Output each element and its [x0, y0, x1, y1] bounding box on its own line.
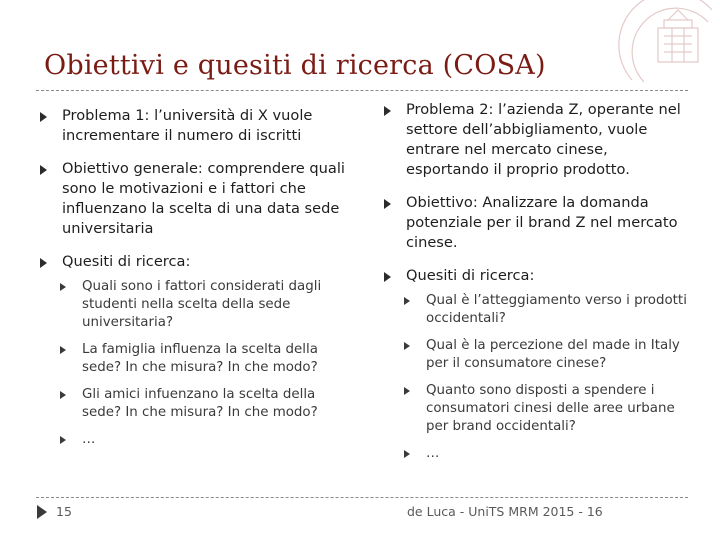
- list-item-text: …: [82, 432, 96, 447]
- left-questions-list: [40, 278, 350, 449]
- bullet-arrow-icon: [384, 272, 391, 282]
- list-item: [384, 382, 694, 436]
- list-item: [40, 278, 350, 332]
- sub-bullet-arrow-icon: [404, 450, 410, 458]
- right-objective-bullet: [384, 193, 694, 253]
- list-item: [384, 445, 694, 463]
- list-item-text: Qual è l’atteggiamento verso i prodotti occidentali?: [426, 293, 687, 326]
- left-questions-bullet: [40, 252, 350, 449]
- list-item: [40, 341, 350, 377]
- sub-bullet-arrow-icon: [404, 342, 410, 350]
- right-questions-list: [384, 292, 694, 463]
- bullet-arrow-icon: [40, 112, 47, 122]
- left-column: [40, 106, 350, 462]
- sub-bullet-arrow-icon: [60, 436, 66, 444]
- right-problem-bullet: [384, 100, 694, 180]
- left-questions-label: Quesiti di ricerca:: [62, 253, 191, 270]
- title-divider: [36, 90, 688, 91]
- footer-arrow-icon: [37, 505, 47, 519]
- list-item-text: …: [426, 446, 440, 461]
- list-item: [40, 431, 350, 449]
- list-item-text: Qual è la percezione del made in Italy per il consumatore cinese?: [426, 338, 680, 371]
- list-item: [40, 386, 350, 422]
- right-objective-text: Obiettivo: Analizzare la domanda potenziale per il brand Z nel mercato cinese.: [406, 194, 678, 251]
- footer-divider: [36, 497, 688, 498]
- slide-title: Obiettivi e quesiti di ricerca (COSA): [44, 50, 546, 81]
- sub-bullet-arrow-icon: [404, 297, 410, 305]
- right-column: [384, 100, 694, 476]
- right-questions-bullet: [384, 266, 694, 463]
- list-item: [384, 337, 694, 373]
- sub-bullet-arrow-icon: [60, 283, 66, 291]
- footer-credit: de Luca - UniTS MRM 2015 - 16: [407, 504, 603, 519]
- left-objective-text: Obiettivo generale: comprendere quali sono le motivazioni e i fattori che influenzano la scelta di una data sede universitaria: [62, 160, 345, 237]
- bullet-arrow-icon: [384, 199, 391, 209]
- sub-bullet-arrow-icon: [60, 391, 66, 399]
- list-item-text: Quanto sono disposti a spendere i consumatori cinesi delle aree urbane per brand occidentali?: [426, 383, 675, 434]
- right-problem-text: Problema 2: l’azienda Z, operante nel settore dell’abbigliamento, vuole entrare nel mercato cinese, esportando il proprio prodotto.: [406, 101, 681, 178]
- bullet-arrow-icon: [384, 106, 391, 116]
- bullet-arrow-icon: [40, 258, 47, 268]
- list-item-text: La famiglia influenza la scelta della sede? In che misura? In che modo?: [82, 342, 318, 375]
- bullet-arrow-icon: [40, 165, 47, 175]
- right-questions-label: Quesiti di ricerca:: [406, 267, 535, 284]
- university-seal-watermark: [612, 0, 720, 86]
- list-item-text: Quali sono i fattori considerati dagli studenti nella scelta della sede universitaria?: [82, 279, 322, 330]
- left-problem-text: Problema 1: l’università di X vuole incrementare il numero di iscritti: [62, 107, 313, 144]
- sub-bullet-arrow-icon: [404, 387, 410, 395]
- left-objective-bullet: [40, 159, 350, 239]
- left-problem-bullet: [40, 106, 350, 146]
- list-item-text: Gli amici infuenzano la scelta della sede? In che misura? In che modo?: [82, 387, 318, 420]
- sub-bullet-arrow-icon: [60, 346, 66, 354]
- list-item: [384, 292, 694, 328]
- page-number: 15: [56, 504, 72, 519]
